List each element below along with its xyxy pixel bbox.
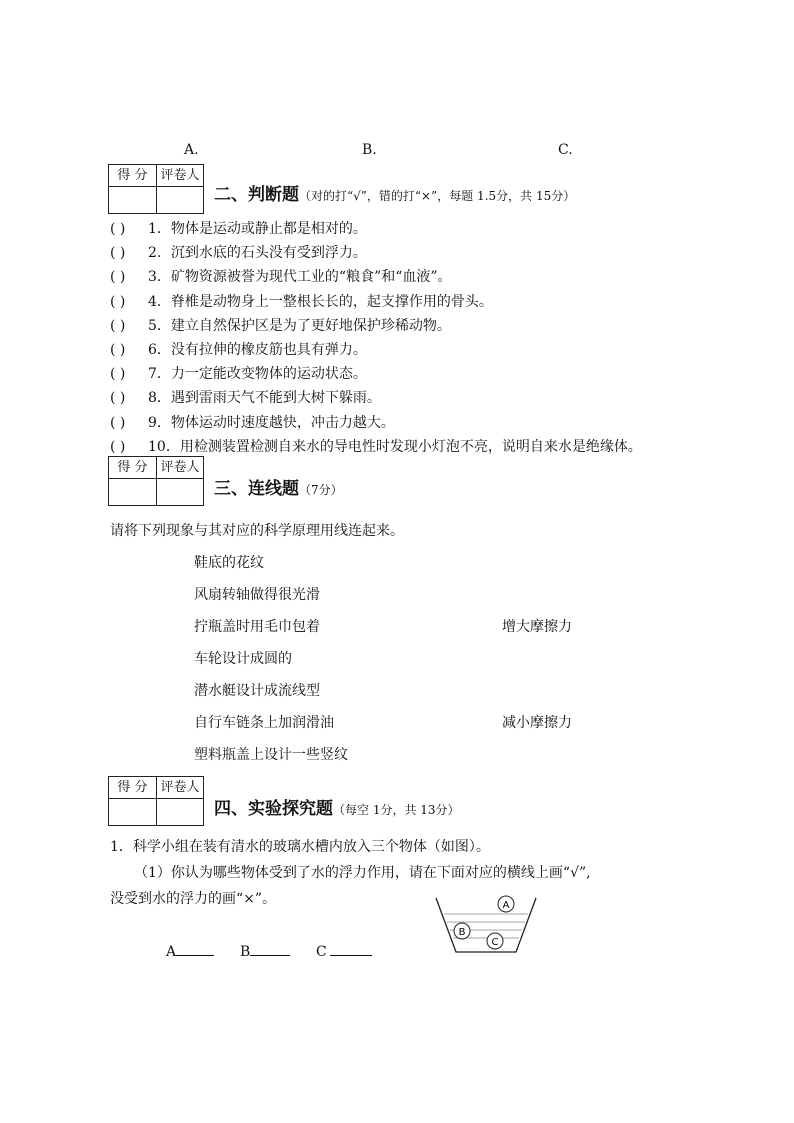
grader-cell — [157, 187, 203, 213]
section4-heading — [214, 794, 460, 819]
section2-heading — [214, 180, 575, 205]
question-text: 5．建立自然保护区是为了更好地保护珍稀动物。 — [148, 317, 451, 334]
score-cell — [109, 187, 157, 213]
grader-label: 评卷人 — [157, 777, 203, 799]
answer-parentheses[interactable]: ( ) — [110, 245, 126, 262]
section3-title: 三、连线题 — [214, 479, 299, 499]
section3-instruction: 请将下列现象与其对应的科学原理用线连起来。 — [110, 523, 404, 539]
score-cell — [109, 799, 157, 825]
score-label: 得 分 — [109, 165, 157, 187]
score-cell — [109, 479, 157, 505]
answer-parentheses[interactable]: ( ) — [110, 414, 126, 431]
answer-parentheses[interactable]: ( ) — [110, 366, 126, 383]
answer-blank-c[interactable] — [316, 942, 372, 960]
score-box-section2 — [108, 164, 204, 214]
grader-label: 评卷人 — [157, 457, 203, 479]
option-a: A. — [184, 142, 199, 158]
answer-blank-a[interactable] — [166, 942, 214, 960]
answer-parentheses[interactable]: ( ) — [110, 221, 126, 237]
section3-heading — [214, 474, 343, 499]
answer-parentheses[interactable]: ( ) — [110, 269, 126, 286]
section4-note: （每空 1分，共 13分） — [333, 803, 460, 817]
section4-question-1: 1．科学小组在装有清水的玻璃水槽内放入三个物体（如图）。 — [110, 839, 490, 855]
section4-title: 四、实验探究题 — [214, 799, 333, 819]
phenomenon-item: 风扇转轴做得很光滑 — [194, 587, 320, 603]
question-text: 2．沉到水底的石头没有受到浮力。 — [148, 245, 367, 262]
option-b: B. — [362, 142, 377, 158]
true-false-question — [110, 436, 642, 456]
blank-line[interactable] — [330, 942, 372, 956]
blank-line[interactable] — [176, 942, 214, 956]
blank-label: B — [240, 944, 251, 960]
principle-increase-friction: 增大摩擦力 — [502, 619, 572, 635]
blank-label: A — [166, 944, 177, 960]
answer-parentheses[interactable]: ( ) — [110, 390, 126, 407]
true-false-question — [110, 363, 367, 383]
true-false-question — [110, 412, 395, 432]
true-false-question — [110, 242, 367, 262]
grader-label: 评卷人 — [157, 165, 203, 187]
blank-label: C — [316, 944, 327, 960]
question-text: 3．矿物资源被誉为现代工业的“粮食”和“血液”。 — [148, 269, 452, 286]
grader-cell — [157, 799, 203, 825]
true-false-question — [110, 291, 493, 311]
question-text: 9．物体运动时速度越快，冲击力越大。 — [148, 414, 395, 431]
principle-decrease-friction: 减小摩擦力 — [502, 715, 572, 731]
true-false-question — [110, 218, 367, 238]
true-false-question — [110, 266, 452, 286]
question-text: 6．没有拉伸的橡皮筋也具有弹力。 — [148, 342, 367, 358]
section2-title: 二、判断题 — [214, 185, 299, 205]
score-box-section3 — [108, 456, 204, 506]
answer-blank-b[interactable] — [240, 942, 290, 960]
true-false-question — [110, 339, 367, 359]
section4-question-1-1-line1: （1）你认为哪些物体受到了水的浮力作用，请在下面对应的横线上画“√”, — [134, 865, 591, 881]
blank-line[interactable] — [250, 942, 290, 956]
score-label: 得 分 — [109, 457, 157, 479]
water-tank-figure — [430, 888, 542, 958]
question-text: 10．用检测装置检测自来水的导电性时发现小灯泡不亮，说明自来水是绝缘体。 — [148, 438, 642, 455]
object-a-label: A — [502, 900, 510, 911]
answer-parentheses[interactable]: ( ) — [110, 438, 126, 455]
object-c-label: C — [491, 937, 499, 948]
section2-note: （对的打“√”，错的打“×”，每题 1.5分，共 15分） — [299, 189, 576, 203]
score-label: 得 分 — [109, 777, 157, 799]
phenomenon-item: 鞋底的花纹 — [194, 555, 264, 571]
true-false-question — [110, 387, 381, 407]
question-text: 7．力一定能改变物体的运动状态。 — [148, 366, 367, 383]
section4-question-1-1-line2: 没受到水的浮力的画“×”。 — [110, 891, 277, 907]
object-b-label: B — [458, 927, 466, 938]
phenomenon-item: 自行车链条上加润滑油 — [194, 715, 334, 731]
phenomenon-item: 潜水艇设计成流线型 — [194, 683, 320, 699]
grader-cell — [157, 479, 203, 505]
score-box-section4 — [108, 776, 204, 826]
question-text: 4．脊椎是动物身上一整根长长的，起支撑作用的骨头。 — [148, 293, 493, 310]
question-text: 8．遇到雷雨天气不能到大树下躲雨。 — [148, 390, 381, 407]
section3-note: （7分） — [299, 483, 343, 497]
phenomenon-item: 塑料瓶盖上设计一些竖纹 — [194, 747, 348, 763]
answer-parentheses[interactable]: ( ) — [110, 317, 126, 334]
true-false-question — [110, 315, 451, 335]
option-c: C. — [558, 142, 573, 158]
answer-parentheses[interactable]: ( ) — [110, 342, 126, 358]
tank-outline — [436, 898, 536, 952]
answer-parentheses[interactable]: ( ) — [110, 293, 126, 310]
phenomenon-item: 拧瓶盖时用毛巾包着 — [194, 619, 320, 635]
question-text: 1．物体是运动或静止都是相对的。 — [148, 221, 367, 237]
phenomenon-item: 车轮设计成圆的 — [194, 651, 292, 667]
